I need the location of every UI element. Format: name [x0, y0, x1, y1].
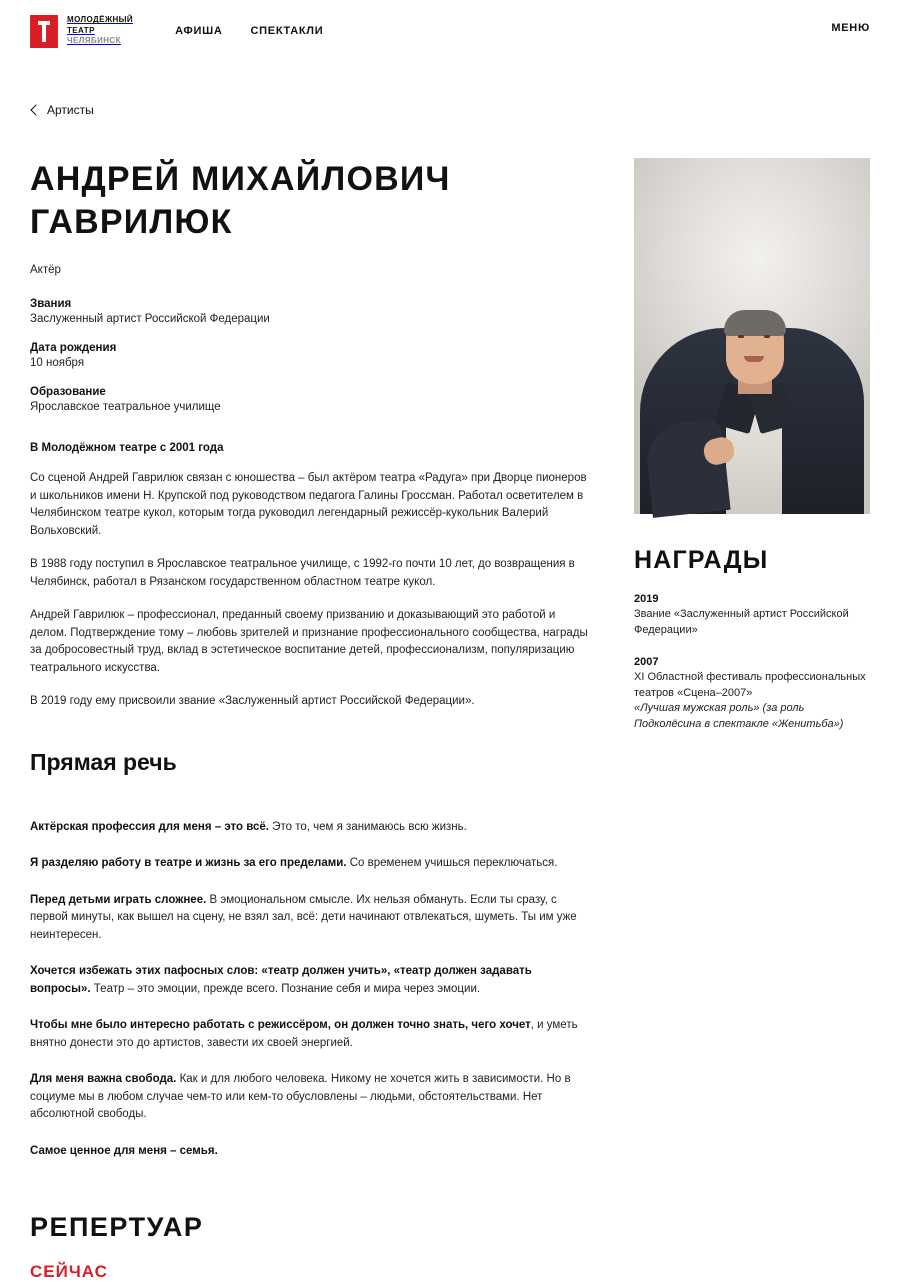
award-text: Звание «Заслуженный артист Российской Федерации»	[634, 608, 849, 636]
person-role: Актёр	[30, 264, 61, 276]
breadcrumb[interactable]	[30, 103, 94, 117]
quote-item	[30, 1071, 590, 1124]
since-line: В Молодёжном театре с 2001 года	[30, 442, 224, 454]
nav-item-spektakli[interactable]: СПЕКТАКЛИ	[250, 25, 324, 37]
fact-education	[30, 386, 590, 415]
breadcrumb-label[interactable]: Артисты	[47, 103, 94, 117]
bio-paragraph: В 1988 году поступил в Ярославское театральное училище, с 1992-го почти 10 лет, до возвращения в Челябинск, работал в Рязанском государственном областном театре кукол.	[30, 558, 575, 588]
quote-bold: Перед детьми играть сложнее.	[30, 893, 207, 906]
logo-line-2: ТЕАТР	[67, 25, 95, 35]
award-year: 2007	[634, 656, 659, 668]
menu-button[interactable]: МЕНЮ	[831, 22, 870, 34]
page-title: АНДРЕЙ МИХАЙЛОВИЧ ГАВРИЛЮК	[30, 160, 451, 241]
award-note: «Лучшая мужская роль» (за роль Подколёсина в спектакле «Женитьба»)	[634, 702, 844, 730]
awards-heading: НАГРАДЫ	[634, 546, 769, 574]
quote-rest: Со временем учишься переключаться.	[346, 857, 558, 869]
quote-item	[30, 1143, 590, 1161]
quote-item	[30, 892, 590, 945]
award-year: 2019	[634, 593, 659, 605]
main-nav	[175, 25, 323, 37]
logo-line-3: ЧЕЛЯБИНСК	[67, 36, 121, 46]
bio-paragraph: Андрей Гаврилюк – профессионал, преданный своему призванию и доказывающий это работой и делом. Подтверждение тому – любовь зрителей и признание профессионального сообщества, награды за добросовестный труд, вклад в эстетическое воспитание детей, профессионализм, популяризацию театрального искусства.	[30, 609, 588, 674]
quote-rest: Как и для любого человека. Никому не хочется жить в зависимости. Но в социуме мы в любом случае чем-то или кем-то обусловлены – людьми, обстоятельствами. Нет абсолютной свободы.	[30, 1073, 571, 1120]
fact-label: Дата рождения	[30, 342, 117, 354]
fact-label: Образование	[30, 386, 106, 398]
fact-titles	[30, 298, 590, 327]
quote-bold: Я разделяю работу в театре и жизнь за его пределами.	[30, 857, 347, 869]
quote-bold: Хочется избежать этих пафосных слов: «театр должен учить», «театр должен задавать вопросы».	[30, 965, 532, 995]
quote-rest: Театр – это эмоции, прежде всего. Познание себя и мира через эмоции.	[90, 982, 481, 995]
quote-rest: Это то, чем я занимаюсь всю жизнь.	[269, 820, 467, 833]
fact-value: Заслуженный артист Российской Федерации	[30, 313, 270, 325]
quote-bold: Чтобы мне было интересно работать с режиссёром, он должен точно знать, чего хочет	[30, 1019, 531, 1031]
quote-rest: В эмоциональном смысле. Их нельзя обмануть. Если ты сразу, с первой минуты, как вышел на сцену, не взял зал, всё: дети начинают отвлекаться, шуметь. Ты им уже неинтересен.	[30, 893, 577, 941]
fact-label: Звания	[30, 298, 72, 310]
section-heading-repertoire: РЕПЕРТУАР	[30, 1212, 204, 1242]
site-header	[0, 0, 900, 62]
quote-item	[30, 963, 590, 998]
award-text: XI Областной фестиваль профессиональных театров «Сцена–2007»	[634, 671, 866, 699]
quote-bold: Актёрская профессия для меня – это всё.	[30, 820, 270, 833]
repertoire-now-label: СЕЙЧАС	[30, 1262, 108, 1281]
quote-bold: Для меня важна свобода.	[30, 1073, 177, 1085]
quote-item	[30, 819, 590, 837]
award-item	[634, 593, 870, 638]
portrait-hair	[724, 310, 786, 336]
bio-paragraph: В 2019 году ему присвоили звание «Заслуженный артист Российской Федерации».	[30, 695, 475, 707]
portrait-eye-left	[738, 335, 744, 338]
fact-value: Ярославское театральное училище	[30, 401, 221, 413]
logo-home-link[interactable]	[30, 15, 133, 48]
chevron-left-icon	[30, 104, 38, 116]
quotes-list	[30, 819, 590, 1161]
portrait-eye-right	[764, 335, 770, 338]
quote-item	[30, 1017, 590, 1052]
main-content	[30, 264, 590, 1282]
portrait-photo	[634, 158, 870, 514]
fact-birthdate	[30, 342, 590, 371]
quote-rest: , и уметь внятно донести это до артистов, завести их своей энергией.	[30, 1019, 578, 1049]
logo-text	[67, 15, 133, 47]
portrait-mouth	[744, 356, 764, 362]
quote-item	[30, 855, 590, 873]
theatre-logo-icon	[30, 15, 58, 48]
fact-value: 10 ноября	[30, 357, 85, 369]
award-item	[634, 656, 870, 732]
logo-line-1: МОЛОДЁЖНЫЙ	[67, 15, 134, 25]
section-heading-speech: Прямая речь	[30, 748, 177, 775]
quote-bold: Самое ценное для меня – семья.	[30, 1144, 218, 1157]
bio-paragraph: Со сценой Андрей Гаврилюк связан с юношества – был актёром театра «Радуга» при Дворце пионеров и школьников имени Н. Крупской под руководством педагога Галины Гроссман. Работал осветителем в Челябинском театре кукол, которым тогда руководил легендарный режиссёр-кукольник Валерий Вольховский.	[30, 472, 587, 537]
nav-item-afisha[interactable]: АФИША	[175, 25, 223, 37]
sidebar	[634, 158, 870, 732]
